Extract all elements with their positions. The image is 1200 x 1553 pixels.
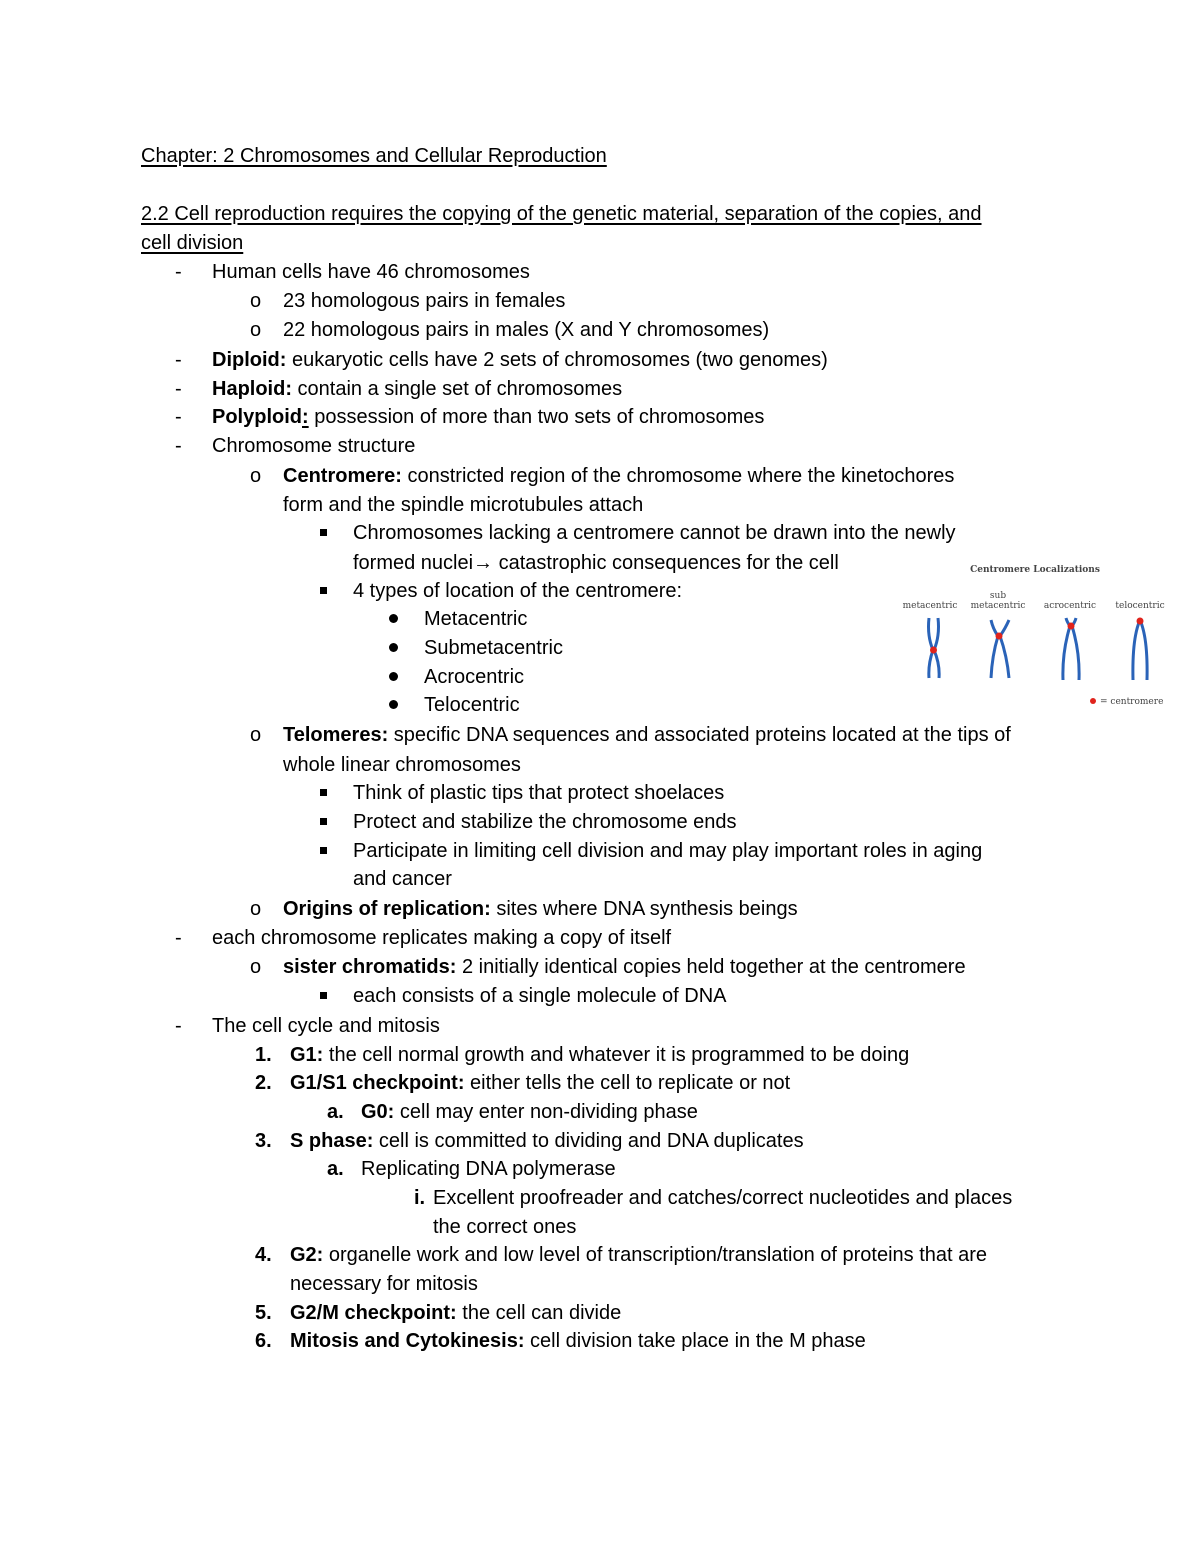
- term: Polyploid: [212, 406, 302, 428]
- metacentric-chromosome: [929, 618, 940, 678]
- centromere-localizations-figure: [900, 558, 1170, 718]
- dot-bullet: [389, 700, 398, 709]
- term: S phase:: [290, 1130, 374, 1152]
- number-marker: 6.: [255, 1330, 272, 1352]
- list-item: 4 types of location of the centromere:: [353, 580, 683, 602]
- list-item: The cell cycle and mitosis: [212, 1015, 440, 1037]
- list-item: 22 homologous pairs in males (X and Y chromosomes): [283, 319, 770, 341]
- figure-title: Centromere Localizations: [970, 565, 1100, 575]
- list-item: Participate in limiting cell division and may play important roles in aging: [353, 840, 983, 862]
- figure-label-sub: sub: [989, 591, 1007, 601]
- term: G2:: [290, 1244, 324, 1266]
- square-bullet: [320, 818, 327, 825]
- square-bullet: [320, 789, 327, 796]
- square-bullet: [320, 847, 327, 854]
- number-marker: 5.: [255, 1302, 272, 1324]
- list-item: Excellent proofreader and catches/correct nucleotides and places: [433, 1187, 1013, 1209]
- list-item: [290, 1041, 909, 1070]
- list-item-cont: formed nuclei→ catastrophic consequences for the cell: [353, 552, 839, 574]
- figure-label-submetacentric: metacentric: [970, 601, 1026, 611]
- definition: eukaryotic cells have 2 sets of chromosomes (two genomes): [286, 349, 828, 371]
- list-item: [283, 462, 954, 491]
- circle-bullet: o: [250, 898, 262, 920]
- chapter-title: Chapter: 2 Chromosomes and Cellular Reproduction: [141, 145, 607, 167]
- dot-bullet: [389, 614, 398, 623]
- list-item: [290, 1127, 804, 1156]
- list-item: [212, 375, 622, 404]
- dot-bullet: [389, 672, 398, 681]
- dash-bullet: -: [175, 349, 182, 371]
- list-item: [212, 346, 828, 375]
- list-item-cont: whole linear chromosomes: [283, 754, 521, 776]
- list-item-cont: the correct ones: [433, 1216, 577, 1238]
- list-item: Human cells have 46 chromosomes: [212, 261, 530, 283]
- term: Haploid:: [212, 378, 292, 400]
- section-heading-cont: cell division: [141, 232, 244, 254]
- term: Origins of replication:: [283, 898, 491, 920]
- list-item: [283, 953, 966, 982]
- definition: the cell normal growth and whatever it is programmed to be doing: [323, 1044, 910, 1066]
- dash-bullet: -: [175, 378, 182, 400]
- definition: 2 initially identical copies held together at the centromere: [456, 956, 966, 978]
- list-item: [361, 1098, 698, 1127]
- list-item-cont: and cancer: [353, 868, 452, 890]
- definition: the cell can divide: [456, 1302, 622, 1324]
- number-marker: 1.: [255, 1044, 272, 1066]
- centromere-legend-dot: [1090, 698, 1096, 704]
- list-item-cont: form and the spindle microtubules attach: [283, 494, 644, 516]
- list-item: Protect and stabilize the chromosome ends: [353, 811, 737, 833]
- list-item: Think of plastic tips that protect shoelaces: [353, 782, 725, 804]
- dot-bullet: [389, 643, 398, 652]
- dash-bullet: -: [175, 406, 182, 428]
- term: Centromere:: [283, 465, 402, 487]
- figure-label-metacentric: metacentric: [902, 601, 958, 611]
- submetacentric-chromosome: [991, 620, 1009, 678]
- section-heading: 2.2 Cell reproduction requires the copying of the genetic material, separation of the copies, and: [141, 203, 982, 225]
- dash-bullet: -: [175, 261, 182, 283]
- list-item: [283, 721, 1011, 750]
- list-item: Telocentric: [424, 694, 520, 716]
- definition: cell may enter non-dividing phase: [394, 1101, 698, 1123]
- circle-bullet: o: [250, 465, 262, 487]
- list-item: [212, 403, 764, 432]
- definition: possession of more than two sets of chromosomes: [308, 406, 765, 428]
- list-item: [290, 1327, 866, 1356]
- definition: cell division take place in the M phase: [524, 1330, 866, 1352]
- term: Mitosis and Cytokinesis:: [290, 1330, 525, 1352]
- term: G1:: [290, 1044, 324, 1066]
- definition: cell is committed to dividing and DNA duplicates: [373, 1130, 804, 1152]
- term: Diploid:: [212, 349, 287, 371]
- list-item: 23 homologous pairs in females: [283, 290, 566, 312]
- list-item: Replicating DNA polymerase: [361, 1158, 616, 1180]
- definition: sites where DNA synthesis beings: [490, 898, 798, 920]
- circle-bullet: o: [250, 319, 262, 341]
- definition: contain a single set of chromosomes: [292, 378, 623, 400]
- letter-marker: a.: [327, 1101, 344, 1123]
- number-marker: 3.: [255, 1130, 272, 1152]
- square-bullet: [320, 529, 327, 536]
- definition: either tells the cell to replicate or not: [464, 1072, 791, 1094]
- list-item: [283, 895, 798, 924]
- dash-bullet: -: [175, 435, 182, 457]
- term: sister chromatids:: [283, 956, 457, 978]
- term: G0:: [361, 1101, 395, 1123]
- letter-marker: a.: [327, 1158, 344, 1180]
- definition: organelle work and low level of transcription/translation of proteins that are: [323, 1244, 988, 1266]
- term: G2/M checkpoint:: [290, 1302, 457, 1324]
- list-item: Metacentric: [424, 608, 528, 630]
- number-marker: 4.: [255, 1244, 272, 1266]
- definition: constricted region of the chromosome where the kinetochores: [401, 465, 955, 487]
- square-bullet: [320, 587, 327, 594]
- acrocentric-chromosome: [1063, 618, 1079, 680]
- list-item: Submetacentric: [424, 637, 563, 659]
- square-bullet: [320, 992, 327, 999]
- list-item: Chromosome structure: [212, 435, 416, 457]
- list-item: each consists of a single molecule of DNA: [353, 985, 727, 1007]
- dash-bullet: -: [175, 927, 182, 949]
- number-marker: 2.: [255, 1072, 272, 1094]
- telocentric-chromosome: [1133, 618, 1147, 681]
- term: G1/S1 checkpoint:: [290, 1072, 465, 1094]
- list-item: [290, 1069, 790, 1098]
- term-colon: :: [302, 406, 309, 428]
- definition: specific DNA sequences and associated proteins located at the tips of: [388, 724, 1011, 746]
- list-item: each chromosome replicates making a copy of itself: [212, 927, 672, 949]
- circle-bullet: o: [250, 956, 262, 978]
- circle-bullet: o: [250, 290, 262, 312]
- list-item: Acrocentric: [424, 666, 525, 688]
- figure-label-acrocentric: acrocentric: [1043, 601, 1097, 611]
- centromere-legend-label: = centromere: [1100, 697, 1164, 707]
- list-item: [290, 1299, 621, 1328]
- list-item: Chromosomes lacking a centromere cannot be drawn into the newly: [353, 522, 956, 544]
- term: Telomeres:: [283, 724, 389, 746]
- list-item-cont: necessary for mitosis: [290, 1273, 478, 1295]
- figure-label-telocentric: telocentric: [1115, 601, 1165, 611]
- circle-bullet: o: [250, 724, 262, 746]
- roman-marker: i.: [414, 1187, 426, 1209]
- dash-bullet: -: [175, 1015, 182, 1037]
- list-item: [290, 1241, 987, 1270]
